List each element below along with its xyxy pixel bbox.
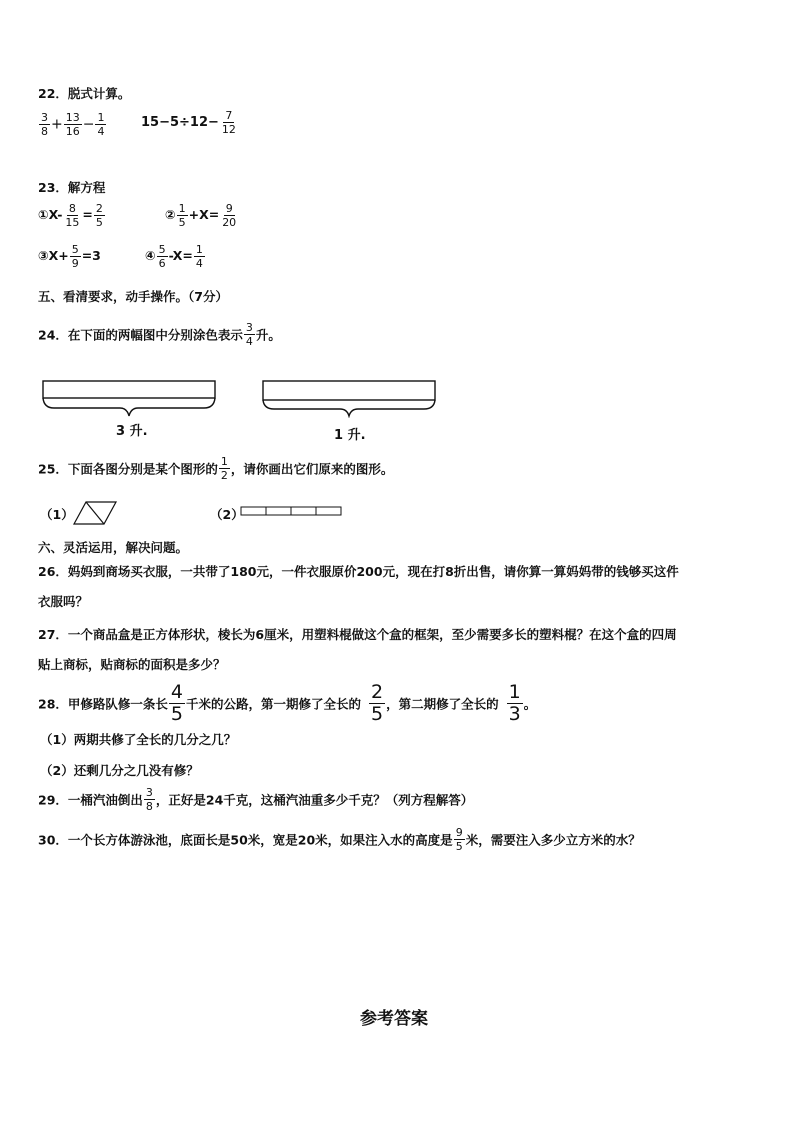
q23-equation-1: ①X- $\frac{8}{15}$ = $\frac{2}{5}$: [38, 202, 103, 229]
fraction: $\frac{3}{8}$: [145, 786, 153, 813]
q27-line-1: 27．一个商品盒是正方体形状，棱长为6厘米，用塑料棍做这个盒的框架，至少需要多长的塑料棍？在这个盒的四周: [38, 627, 677, 642]
answer-heading: 参考答案: [360, 1009, 428, 1029]
section-5-heading: 五、看清要求，动手操作。（7分）: [38, 289, 228, 304]
q23-equation-2: ② $\frac{1}{5}$ +X= $\frac{9}{20}$: [165, 202, 237, 229]
fraction: $\frac{1}{4}$: [195, 243, 203, 270]
fraction: $\frac{5}{9}$: [71, 243, 79, 270]
brace-1-liter: [263, 400, 435, 416]
q23-title: 23．解方程: [38, 180, 106, 195]
fraction: $\frac{1}{2}$: [220, 455, 228, 482]
q23-equation-4: ④ $\frac{5}{6}$ -X= $\frac{1}{4}$: [145, 243, 203, 270]
fraction: $\frac{2}{5}$: [371, 681, 384, 725]
brace-3-liters: [43, 398, 215, 416]
bar-1-liter[interactable]: [263, 381, 435, 400]
q26-line-2: 衣服吗？: [38, 594, 89, 609]
q25-part-2-label: （2）: [210, 507, 244, 522]
q28-text: 28．甲修路队修一条长 $\frac{4}{5}$ 千米的公路，第一期修了全长的 $\frac{2}{5}$ ，第二期修了全长的 $\frac{1}{3}$ 。: [38, 681, 537, 725]
q25-part-1-label: （1）: [40, 507, 74, 522]
fraction: $\frac{9}{5}$: [455, 826, 463, 853]
q27-line-2: 贴上商标，贴商标的面积是多少？: [38, 657, 226, 672]
q22-expression-2: 15−5÷12− $\frac{7}{12}$: [141, 109, 236, 136]
label-3-liters: 3 升.: [116, 424, 148, 439]
fraction: $\frac{4}{5}$: [170, 681, 183, 725]
q23-equation-3: ③X+ $\frac{5}{9}$ =3: [38, 243, 101, 270]
fraction: $\frac{9}{20}$: [222, 202, 237, 229]
fraction: $\frac{1}{4}$: [97, 111, 105, 138]
fraction: $\frac{13}{16}$: [65, 111, 80, 138]
q24-diagram: [38, 378, 458, 418]
q25-parallelogram-figure[interactable]: [72, 500, 118, 526]
label-1-liter: 1 升.: [334, 428, 366, 443]
fraction: $\frac{1}{5}$: [178, 202, 186, 229]
q29-text: 29．一桶汽油倒出 $\frac{3}{8}$ ，正好是24千克，这桶汽油重多少千克？（列方程解答）: [38, 786, 474, 813]
q26-line-1: 26．妈妈到商场买衣服，一共带了180元，一件衣服原价200元，现在打8折出售，请你算一算妈妈带的钱够买这件: [38, 564, 679, 579]
fraction: $\frac{3}{4}$: [245, 321, 253, 348]
q22-title: 22．脱式计算。: [38, 86, 131, 101]
q25-rectangle-strip-figure[interactable]: [240, 505, 344, 519]
q28-sub-2: （2）还剩几分之几没有修？: [40, 763, 199, 778]
q25-text: 25．下面各图分别是某个图形的 $\frac{1}{2}$ ，请你画出它们原来的图形。: [38, 455, 394, 482]
fraction: $\frac{1}{3}$: [508, 681, 521, 725]
fraction: $\frac{3}{8}$: [41, 111, 48, 138]
q22-expression-1: $\frac{3}{8}$ + $\frac{13}{16}$ − $\frac{1}{4}$: [41, 111, 105, 138]
q24-text: 24．在下面的两幅图中分别涂色表示 $\frac{3}{4}$ 升。: [38, 321, 281, 348]
fraction: $\frac{5}{6}$: [158, 243, 166, 270]
section-6-heading: 六、灵活运用，解决问题。: [38, 540, 189, 555]
fraction: $\frac{8}{15}$: [65, 202, 80, 229]
bar-3-liters[interactable]: [43, 381, 215, 398]
fraction: $\frac{2}{5}$: [95, 202, 103, 229]
q30-text: 30．一个长方体游泳池，底面长是50米，宽是20米，如果注入水的高度是 $\frac{9}{5}$ 米，需要注入多少立方米的水？: [38, 826, 641, 853]
q28-sub-1: （1）两期共修了全长的几分之几？: [40, 732, 237, 747]
fraction: $\frac{7}{12}$: [221, 109, 236, 136]
